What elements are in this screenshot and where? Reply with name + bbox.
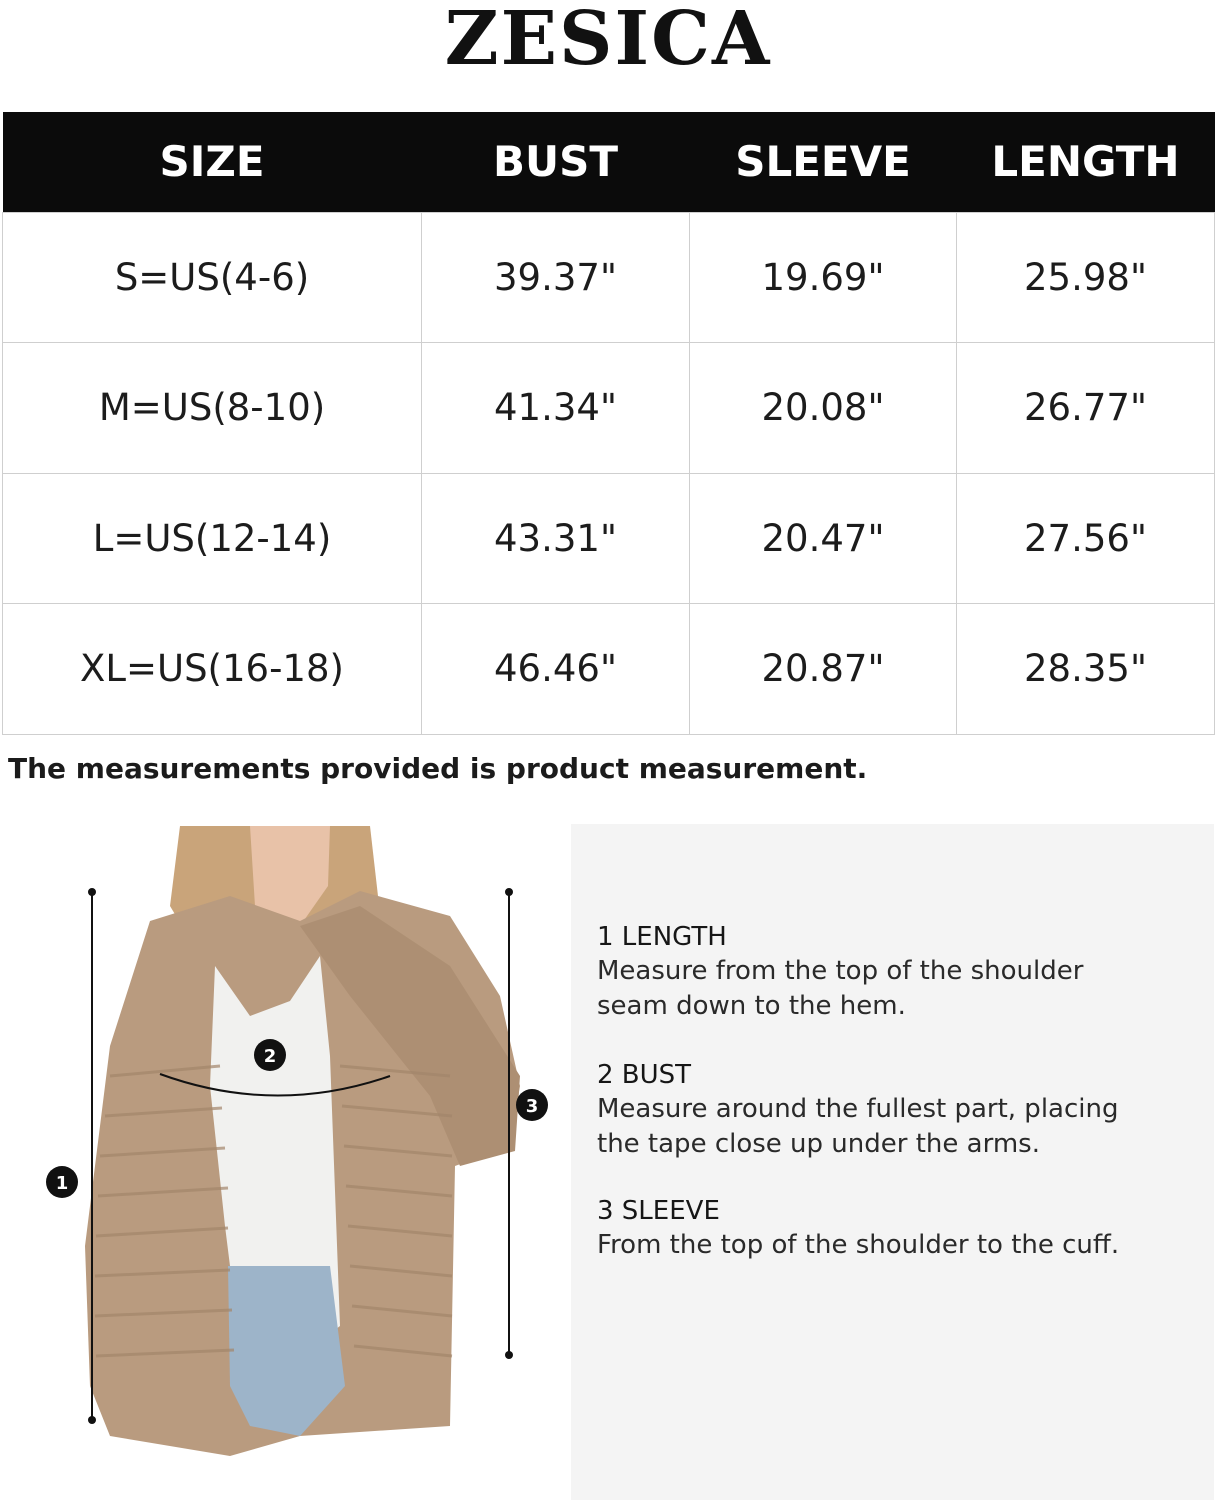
- length-line-start: [88, 888, 96, 896]
- cell-sleeve: 19.69": [690, 212, 957, 343]
- marker-1: [46, 1166, 78, 1198]
- cell-sleeve: 20.87": [690, 604, 957, 735]
- guide-length-title: 1 LENGTH: [597, 922, 727, 952]
- cell-bust: 46.46": [422, 604, 690, 735]
- size-chart-table: [2, 112, 1215, 735]
- product-photo: [0, 826, 568, 1500]
- cell-length: 26.77": [957, 343, 1215, 474]
- table-header-row: [3, 112, 1215, 212]
- guide-length-desc-line2: seam down to the hem.: [597, 991, 906, 1021]
- guide-sleeve: [597, 1194, 1197, 1263]
- cell-length: 25.98": [957, 212, 1215, 343]
- svg-text:1: 1: [55, 1173, 69, 1194]
- table-row: [3, 343, 1215, 474]
- cell-bust: 39.37": [422, 212, 690, 343]
- measurement-guide-panel: [571, 824, 1214, 1500]
- header-size: SIZE: [3, 112, 422, 212]
- measurement-note: The measurements provided is product measurement.: [8, 752, 868, 785]
- guide-sleeve-title: 3 SLEEVE: [597, 1196, 720, 1226]
- table-row: [3, 212, 1215, 343]
- brand-logo: ZESICA: [444, 0, 772, 82]
- guide-bust: [597, 1058, 1197, 1162]
- cardigan-illustration: [0, 826, 568, 1500]
- cell-length: 28.35": [957, 604, 1215, 735]
- marker-3: [516, 1089, 548, 1121]
- header-sleeve: SLEEVE: [690, 112, 957, 212]
- header-length: LENGTH: [957, 112, 1215, 212]
- cell-sleeve: 20.47": [690, 473, 957, 604]
- cell-bust: 41.34": [422, 343, 690, 474]
- sleeve-line-end: [505, 1351, 513, 1359]
- guide-length-desc-line1: Measure from the top of the shoulder: [597, 956, 1084, 986]
- cell-length: 27.56": [957, 473, 1215, 604]
- svg-text:2: 2: [263, 1046, 277, 1067]
- marker-2: [254, 1039, 286, 1071]
- guide-length: [597, 920, 1197, 1024]
- table-row: [3, 473, 1215, 604]
- guide-sleeve-desc-line1: From the top of the shoulder to the cuff.: [597, 1230, 1120, 1260]
- guide-bust-desc-line1: Measure around the fullest part, placing: [597, 1094, 1119, 1124]
- guide-bust-title: 2 BUST: [597, 1060, 692, 1090]
- cell-size: M=US(8-10): [3, 343, 422, 474]
- cell-size: S=US(4-6): [3, 212, 422, 343]
- cell-bust: 43.31": [422, 473, 690, 604]
- svg-text:3: 3: [525, 1096, 539, 1117]
- cell-size: XL=US(16-18): [3, 604, 422, 735]
- guide-bust-desc-line2: the tape close up under the arms.: [597, 1129, 1040, 1159]
- table-row: [3, 604, 1215, 735]
- header-bust: BUST: [422, 112, 690, 212]
- cell-size: L=US(12-14): [3, 473, 422, 604]
- length-line-end: [88, 1416, 96, 1424]
- cell-sleeve: 20.08": [690, 343, 957, 474]
- sleeve-line-start: [505, 888, 513, 896]
